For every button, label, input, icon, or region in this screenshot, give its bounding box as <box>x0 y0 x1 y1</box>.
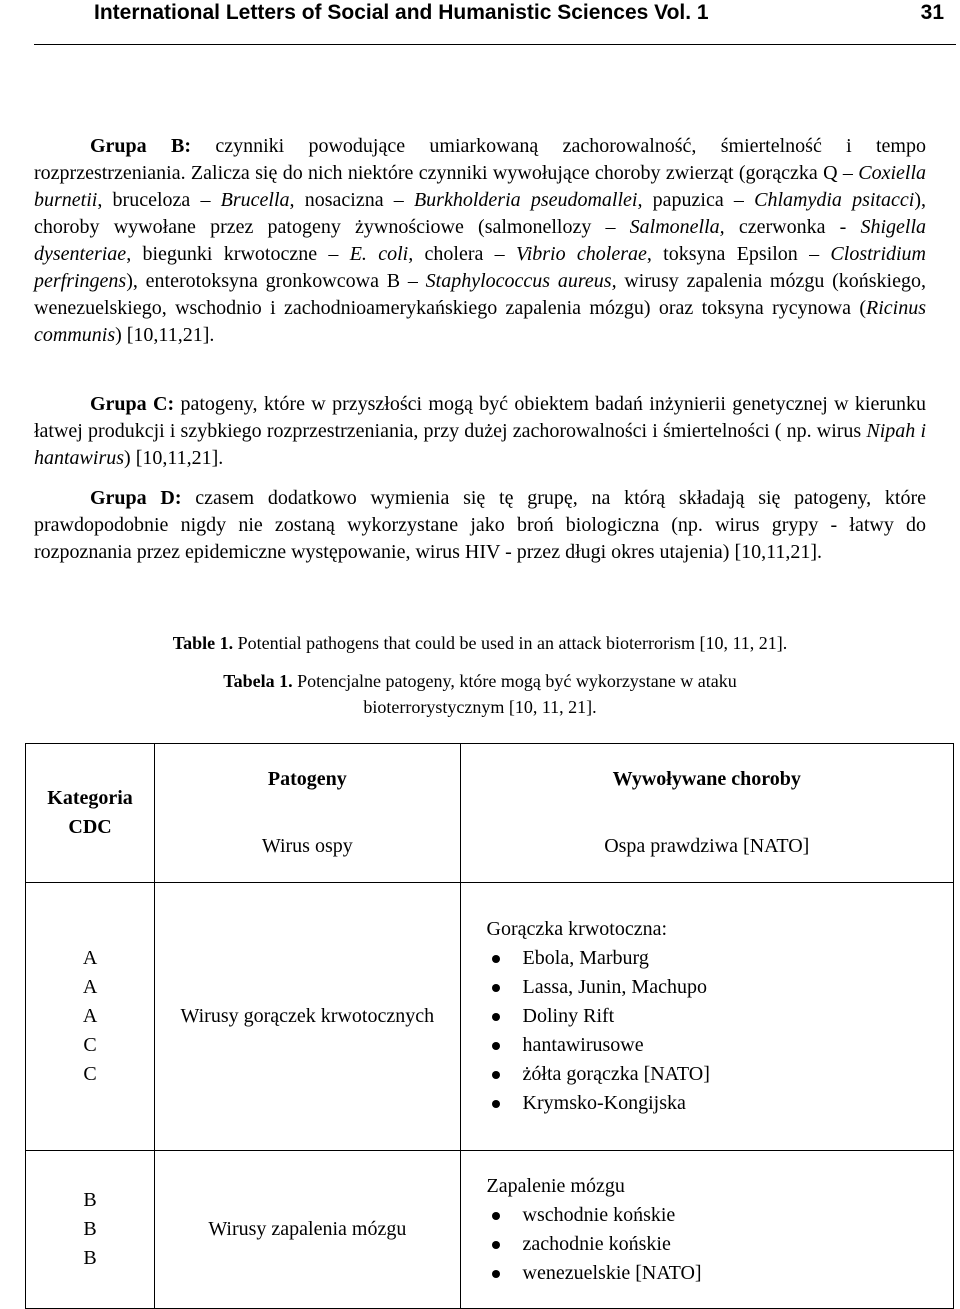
first-pathogen: Wirus ospy <box>261 835 353 857</box>
pathogen-table <box>25 743 954 1309</box>
header-pathogens: Patogeny <box>267 768 347 790</box>
text-run: papuzica – <box>642 189 755 211</box>
italic-run: Shigella dysenteriae <box>34 216 926 265</box>
italic-run: Clostridium perfringens <box>34 243 926 292</box>
category-code: B <box>83 1218 97 1240</box>
list-item: zachodnie końskie <box>487 1230 945 1259</box>
caption-label: Table 1. <box>172 633 234 653</box>
disease-title: Gorączka krwotoczna: <box>486 918 668 940</box>
first-disease: Ospa prawdziwa [NATO] <box>604 835 810 857</box>
text-run: czerwonka - <box>724 216 861 238</box>
pathogen-cell: Wirusy gorączek krwotocznych <box>155 883 460 1151</box>
caption-text: Potential pathogens that could be used in an attack bioterrorism [10, 11, 21]. <box>233 633 788 653</box>
list-item: żółta gorączka [NATO] <box>487 1060 945 1089</box>
category-code: B <box>83 1247 97 1269</box>
disease-list <box>487 1201 945 1288</box>
text-run: ) [10,11,21]. <box>115 324 215 346</box>
category-cell <box>26 1151 155 1309</box>
italic-run: Vibrio cholerae <box>515 243 647 265</box>
disease-title: Zapalenie mózgu <box>486 1174 625 1197</box>
text-run: ) [10,11,21]. <box>124 447 224 469</box>
category-code: C <box>83 1063 97 1085</box>
text-run: wirusy zapalenia mózgu (końskiego, wenezuelskiego, wschodnio i zachodnioamerykańskiego zapalenia mózgu) oraz toksyna rycynowa ( <box>34 270 926 319</box>
disease-cell <box>460 883 953 1151</box>
list-item: Krymsko-Kongijska <box>487 1089 945 1118</box>
list-item: Doliny Rift <box>487 1002 945 1031</box>
italic-run: Brucella, <box>220 189 295 211</box>
text-run: , biegunki krwotoczne – <box>126 243 350 265</box>
italic-run: Nipah i hantawirus <box>34 420 927 469</box>
caption-text: Potencjalne patogeny, które mogą być wykorzystane w ataku <box>292 671 737 691</box>
text-run: ), choroby wywołane przez patogeny żywnościowe (salmonellozy – <box>34 189 926 238</box>
category-cell <box>26 883 155 1151</box>
category-code: A <box>82 947 98 969</box>
text-run: ), enterotoksyna gronkowcowa B – <box>126 270 426 292</box>
caption-text-line2: bioterrorystycznym [10, 11, 21]. <box>363 697 597 717</box>
paragraph-group-d <box>34 485 926 566</box>
text-run: nosacizna – <box>294 189 414 211</box>
list-item: Lassa, Junin, Machupo <box>487 973 945 1002</box>
category-code: A <box>82 976 98 998</box>
italic-run: Coxiella burnetii <box>34 162 926 211</box>
header-diseases: Wywoływane choroby <box>612 768 801 790</box>
text-run: cholera – <box>413 243 516 265</box>
pathogen-cell: Wirusy zapalenia mózgu <box>155 1151 460 1309</box>
paragraph-group-c <box>34 391 926 472</box>
text-run: czynniki powodujące umiarkowaną zachorowalność, śmiertelność i tempo rozprzestrzeniania. Zalicza się do nich niektóre czynniki wywołujące choroby zwierząt (gorączka Q – <box>34 135 926 184</box>
disease-cell <box>460 1151 953 1309</box>
group-b-lead: Grupa B: <box>90 135 191 157</box>
italic-run: Staphylococcus aureus, <box>425 270 617 292</box>
italic-run: Salmonella, <box>629 216 725 238</box>
table-row <box>26 883 954 1151</box>
list-item: Ebola, Marburg <box>487 944 945 973</box>
header-pathogen-cell <box>155 744 460 883</box>
group-c-lead: Grupa C: <box>90 393 175 415</box>
text-run: , toksyna Epsilon – <box>646 243 831 265</box>
italic-run: E. coli, <box>349 243 414 265</box>
text-run: czasem dodatkowo wymienia się tę grupę, na którą składają się patogeny, które prawdopodobnie nigdy nie zostaną wykorzystane jako broń biologiczna (np. wirus grypy - łatwy do rozpoznania przez epidemiczne występowanie, wirus HIV - przez długi okres utajenia) [10,11,21]. <box>34 487 926 563</box>
italic-run: Ricinus communis <box>34 297 926 346</box>
header-category: Kategoria CDC <box>26 744 155 883</box>
group-d-lead: Grupa D: <box>90 487 182 509</box>
paragraph-group-b <box>34 133 926 349</box>
list-item: hantawirusowe <box>487 1031 945 1060</box>
journal-title: International Letters of Social and Humanistic Sciences Vol. 1 <box>94 1 709 24</box>
category-code: B <box>83 1189 97 1211</box>
text-run: , bruceloza – <box>97 189 221 211</box>
page-number: 31 <box>920 1 944 24</box>
text-run: patogeny, które w przyszłości mogą być obiektem badań inżynierii genetycznej w kierunku łatwej produkcji i szybkiego rozprzestrzeniania, przy dużej zachorowalności i śmiertelności ( np. wirus <box>34 393 926 442</box>
table-caption-en <box>34 630 926 656</box>
caption-label: Tabela 1. <box>223 671 293 691</box>
table-header-row <box>26 744 954 883</box>
italic-run: Burkholderia pseudomallei, <box>413 189 643 211</box>
header-disease-cell <box>460 744 953 883</box>
list-item: wschodnie końskie <box>487 1201 945 1230</box>
italic-run: Chlamydia psitacci <box>754 189 915 211</box>
table-row <box>26 1151 954 1309</box>
table-caption-pl <box>34 668 926 720</box>
category-code: A <box>82 1005 98 1027</box>
header-rule <box>34 44 956 45</box>
list-item: wenezuelskie [NATO] <box>487 1259 945 1288</box>
category-code: C <box>83 1034 97 1056</box>
running-header <box>34 0 956 36</box>
disease-list <box>487 944 945 1118</box>
